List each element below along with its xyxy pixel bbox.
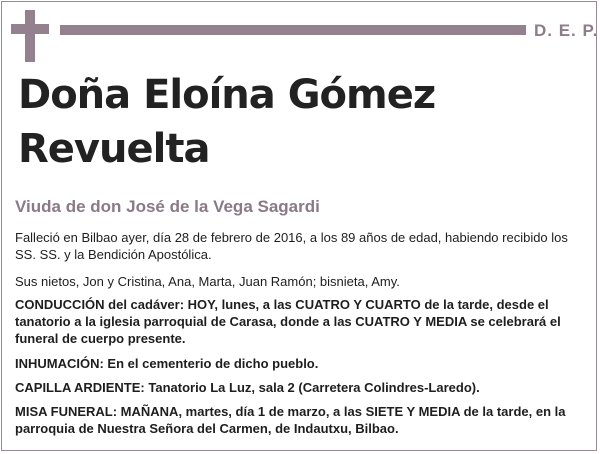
deceased-name: Doña Eloína Gómez Revuelta [18, 72, 436, 172]
header-divider [60, 25, 526, 35]
dep-label: D. E. P. [534, 21, 599, 40]
death-notice: Falleció en Bilbao ayer, día 28 de febrero de 2016, a los 89 años de edad, habiendo recibido los SS. SS. y la Bendición Apostólica. [15, 230, 568, 262]
family-list: Sus nietos, Jon y Cristina, Ana, Marta, Juan Ramón; bisnieta, Amy. [15, 274, 400, 289]
cross-icon [25, 10, 35, 62]
misa-notice: MISA FUNERAL: MAÑANA, martes, día 1 de marzo, a las SIETE Y MEDIA de la tarde, en la parroquia de Nuestra Señora del Carmen, de Indautxu, Bilbao. [15, 404, 566, 436]
capilla-notice: CAPILLA ARDIENTE: Tanatorio La Luz, sala 2 (Carretera Colindres-Laredo). [15, 380, 480, 395]
cross-icon-bar [11, 24, 49, 34]
deceased-subtitle: Viuda de don José de la Vega Sagardi [15, 197, 320, 216]
conduccion-notice: CONDUCCIÓN del cadáver: HOY, lunes, a las CUATRO Y CUARTO de la tarde, desde el tanatorio a la iglesia parroquial de Carasa, donde a las CUATRO Y MEDIA se celebrará el funeral de cuerpo presente. [15, 297, 561, 346]
inhumacion-notice: INHUMACIÓN: En el cementerio de dicho pueblo. [15, 356, 319, 371]
